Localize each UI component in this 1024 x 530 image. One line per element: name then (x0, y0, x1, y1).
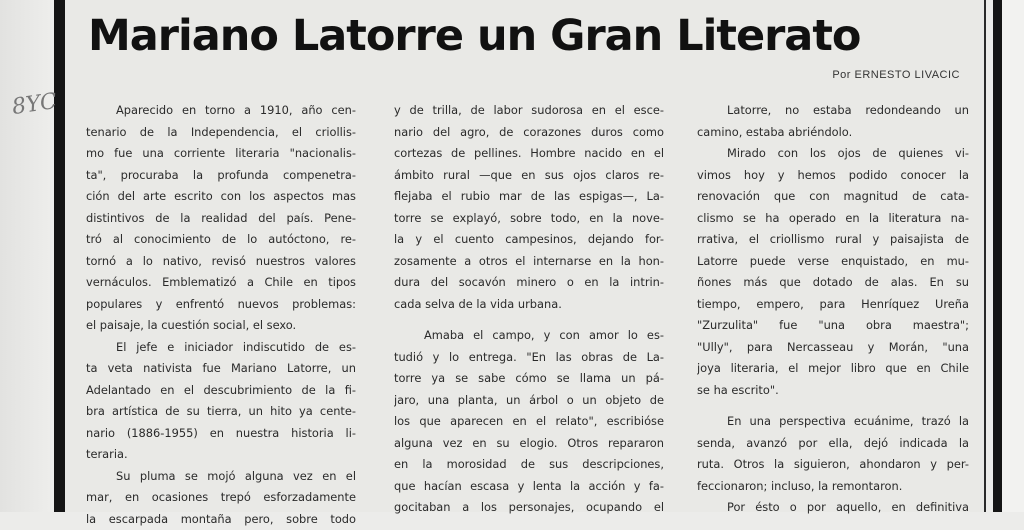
article-column-2 (394, 100, 664, 519)
text-line: el paisaje, la cuestión social, el sexo. (86, 315, 356, 337)
text-line: y de trilla, de labor sudorosa en el esce- (394, 100, 664, 122)
handwritten-note: 8YC (10, 89, 58, 120)
text-line: Latorre, no estaba redondeando un (697, 100, 969, 122)
article-column-3 (697, 100, 969, 519)
text-line: los que aparecen en el relato", escribióse (394, 411, 664, 433)
text-line: ruta. Otros la siguieron, ahondaron y per- (697, 454, 969, 476)
text-line: tenario de la Independencia, el criollis- (86, 122, 356, 144)
article-column-1 (86, 100, 356, 530)
left-border-rule (54, 0, 65, 512)
paragraph-gap (394, 315, 664, 325)
text-line: se ha escrito". (697, 380, 969, 402)
text-line: ámbito rural —que en sus ojos claros re- (394, 165, 664, 187)
text-line: ta veta nativista fue Mariano Latorre, un (86, 358, 356, 380)
text-line: cada selva de la vida urbana. (394, 294, 664, 316)
text-line: ta", procuraba la profunda compenetra- (86, 165, 356, 187)
left-margin (0, 0, 54, 512)
text-line: torre ya se sabe cómo se llama un pá- (394, 368, 664, 390)
text-line: clismo se ha operado en la literatura na- (697, 208, 969, 230)
text-line: flejaba el rubio mar de las espigas—, La- (394, 186, 664, 208)
text-line: vimos hoy y hemos podido conocer la (697, 165, 969, 187)
text-line: tudió y lo entrega. "En las obras de La- (394, 347, 664, 369)
text-line: mo fue una corriente literaria "nacionalis- (86, 143, 356, 165)
text-line: tiempo, empero, para Henríquez Ureña (697, 294, 969, 316)
text-line: que hacían escasa y lenta la acción y fa- (394, 476, 664, 498)
text-line: ción del arte escrito con los aspectos mas (86, 186, 356, 208)
right-border-rule (993, 0, 1002, 512)
text-line: Aparecido en torno a 1910, año cen- (86, 100, 356, 122)
text-line: jaro, una planta, un árbol o un objeto de (394, 390, 664, 412)
text-line: El jefe e iniciador indiscutido de es- (86, 337, 356, 359)
text-line: Amaba el campo, y con amor lo es- (394, 325, 664, 347)
text-line: "Zurzulita" fue "una obra maestra"; (697, 315, 969, 337)
text-line: tró al conocimiento de lo autóctono, re- (86, 229, 356, 251)
article-headline: Mariano Latorre un Gran Literato (88, 10, 968, 62)
text-line: "Ully", para Nercasseau y Morán, "una (697, 337, 969, 359)
text-line: tornó a lo nativo, revisó nuestros valores (86, 251, 356, 273)
text-line: Latorre puede verse enquistado, en mu- (697, 251, 969, 273)
text-line: senda, avanzó por ella, dejó indicada la (697, 433, 969, 455)
text-line: Adelantado en el descubrimiento de la fi- (86, 380, 356, 402)
right-inner-rule (984, 0, 986, 512)
text-line: renovación que con magnitud de cata- (697, 186, 969, 208)
text-line: en la morosidad de sus descripciones, (394, 454, 664, 476)
text-line: alguna vez en su elogio. Otros repararon (394, 433, 664, 455)
text-line: la escarpada montaña pero, sobre todo (86, 509, 356, 530)
text-line: gocitaban a los personajes, ocupando el (394, 497, 664, 519)
text-line: camino, estaba abriéndolo. (697, 122, 969, 144)
text-line: cortezas de pellines. Hombre nacido en el (394, 143, 664, 165)
text-line: nario del agro, de corazones duros como (394, 122, 664, 144)
text-line: la y el cuento campesinos, dejando for- (394, 229, 664, 251)
text-line: Por ésto o por aquello, en definitiva (697, 497, 969, 519)
text-line: ñones más que dotado de alas. En su (697, 272, 969, 294)
text-line: zosamente a otros el internarse en la hon- (394, 251, 664, 273)
text-line: bra artística de su tierra, un hito ya cente- (86, 401, 356, 423)
text-line: Su pluma se mojó alguna vez en el (86, 466, 356, 488)
text-line: populares y enfrentó nuevos problemas: (86, 294, 356, 316)
right-margin (1002, 0, 1024, 512)
text-line: nario (1886-1955) en nuestra historia li- (86, 423, 356, 445)
text-line: mar, en ocasiones trepó esforzadamente (86, 487, 356, 509)
text-line: distintivos de la realidad del país. Pene- (86, 208, 356, 230)
text-line: rrativa, el criollismo rural y paisajista de (697, 229, 969, 251)
text-line: vernáculos. Emblematizó a Chile en tipos (86, 272, 356, 294)
text-line: teraria. (86, 444, 356, 466)
text-line: Mirado con los ojos de quienes vi- (697, 143, 969, 165)
paragraph-gap (697, 401, 969, 411)
text-line: En una perspectiva ecuánime, trazó la (697, 411, 969, 433)
text-line: feccionaron; incluso, la remontaron. (697, 476, 969, 498)
text-line: torre se explayó, sobre todo, en la nove- (394, 208, 664, 230)
text-line: dura del socavón minero o en la intrin- (394, 272, 664, 294)
article-byline: Por ERNESTO LIVACIC (790, 69, 960, 81)
text-line: joya literaria, el mejor libro que en Chile (697, 358, 969, 380)
